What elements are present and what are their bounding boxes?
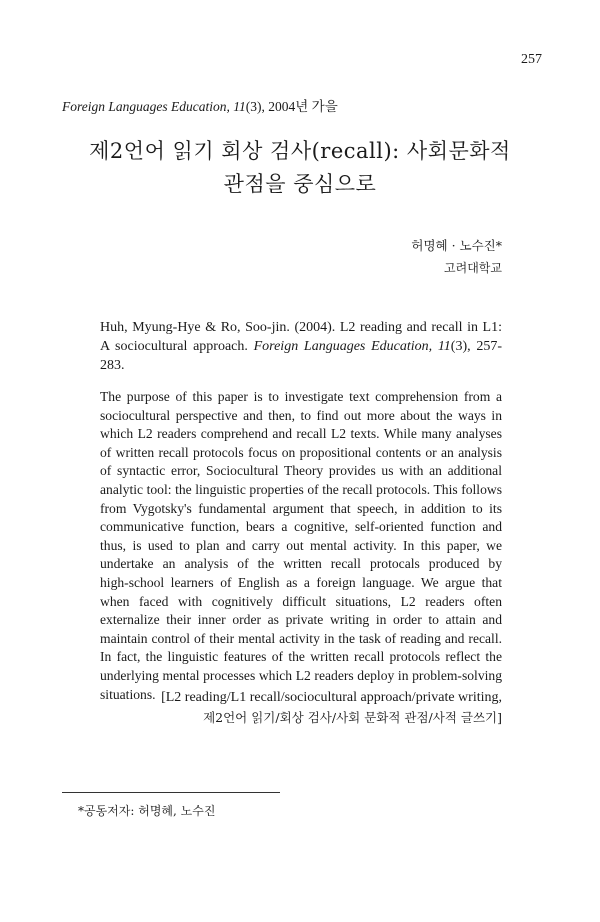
abstract-line: In fact, the linguistic features of the written recall protocols reflect the — [100, 649, 502, 665]
journal-issue: (3), 2004년 가을 — [245, 99, 338, 114]
title-line-2: 관점을 중심으로 — [223, 172, 377, 196]
footnote-divider — [62, 792, 280, 793]
page-number: 257 — [521, 52, 542, 67]
journal-volume: 11 — [233, 99, 246, 114]
abstract-line: maintain control of their mental activity in the task of reading and recall. — [100, 630, 502, 646]
footnote: *공동저자: 허명혜, 노수진 — [78, 804, 216, 818]
journal-name: Foreign Languages Education, — [62, 99, 230, 114]
abstract — [100, 388, 502, 704]
abstract-line: thus, is used to plan and carry out mental activity. In this paper, we — [100, 537, 502, 553]
keywords-korean: 제2언어 읽기/회상 검사/사회 문화적 관점/사적 글쓰기] — [203, 710, 502, 725]
abstract-line: communicative function, bears a cognitive, self-oriented function and — [100, 519, 502, 535]
title-line-1: 제2언어 읽기 회상 검사(recall): 사회문화적 — [89, 139, 511, 163]
citation-part-1: Huh, Myung-Hye & Ro, Soo-jin. (2004). L2 reading and recall in L1: A sociocultural approach. — [100, 320, 502, 354]
abstract-line: which L2 readers comprehend and recall L2 texts. While many analyses — [100, 426, 502, 442]
abstract-line: from Vygotsky's fundamental argument that speech, in addition to its — [100, 500, 502, 516]
abstract-line: high-school learners of English as a foreign language. We argue that — [100, 574, 502, 590]
authors: 허명혜 · 노수진* — [411, 238, 502, 253]
abstract-line: when faced with cognitively difficult situations, L2 readers often — [100, 593, 502, 609]
citation-journal: Foreign Languages Education, 11 — [253, 339, 451, 354]
keywords-english: [L2 reading/L1 recall/sociocultural approach/private writing, — [161, 690, 502, 705]
abstract-line: of syntactic error, Sociocultural Theory provides us with an additional — [100, 463, 502, 479]
affiliation: 고려대학교 — [444, 261, 502, 275]
abstract-line: of written recall protocols focus on propositional contents or an analysis — [100, 444, 502, 460]
abstract-line: analytic tool: the linguistic properties of the recall protocols. This follows — [100, 481, 502, 497]
citation — [100, 318, 502, 375]
abstract-line: The purpose of this paper is to investigate text comprehension from a — [100, 389, 502, 404]
abstract-line: sociocultural perspective and then, to find out more about the ways in — [100, 407, 502, 423]
abstract-line: situations. — [100, 686, 156, 702]
journal-line — [62, 95, 338, 115]
abstract-line: underlying mental processes which L2 readers deploy in problem-solving — [100, 667, 502, 683]
keywords — [161, 688, 502, 728]
citation-part-2: (3), 257-283. — [100, 339, 502, 373]
abstract-line: undertake an analysis of the written recall protocals produced by — [100, 556, 502, 572]
paper-title — [0, 135, 600, 201]
abstract-line: externalize their inner order as private writing in order to attain and — [100, 612, 502, 628]
